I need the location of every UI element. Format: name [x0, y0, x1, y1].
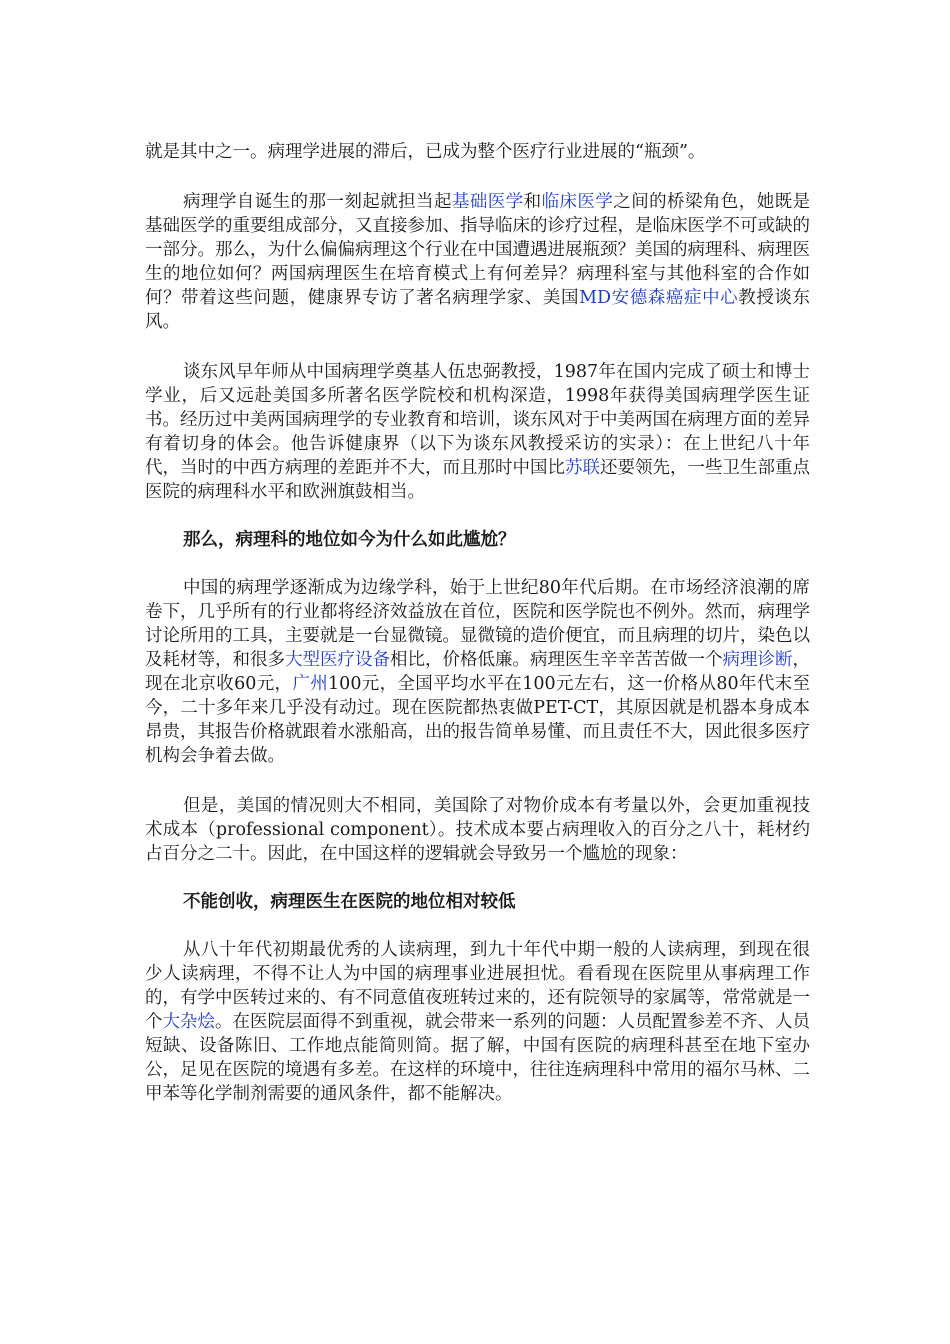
text-span: 。在医院层面得不到重视，就会带来一系列的问题：人员配置参差不齐、人员短缺、设备陈旧、工作地点能简则简。据了解，中国有医院的病理科甚至在地下室办公，足见在医院的境遇有多差。在这样的环境中，往往连病理科中常用的福尔马林、二甲苯等化学制剂需要的通风条件，都不能解决。: [145, 1012, 810, 1104]
paragraph-us-situation: 但是，美国的情况则大不相同，美国除了对物价成本有考量以外，会更加重视技术成本（professional component）。技术成本要占病理收入的百分之八十，耗材约占百分之二十。因此，在中国这样的逻辑就会导致另一个尴尬的现象：: [145, 796, 810, 864]
text-span: 之间的桥梁角色，她既是基础医学的重要组成部分，又直接参加、指导临床的诊疗过程，是临床医学不可或缺的一部分。那么，为什么偏偏病理这个行业在中国遭遇进展瓶颈？美国的病理科、病理医生的地位如何？两国病理医生在培育模式上有何差异？病理科室与其他科室的合作如何？带着这些问题，健康界专访了著名病理学家、美国: [145, 192, 811, 308]
text-span: 100元，全国平均水平在100元左右，这一价格从80年代末至今，二十多年来几乎没有动过。现在医院都热衷做PET-CT，其原因就是机器本身成本昂贵，其报告价格就跟着水涨船高，出的报告简单易懂、而且责任不大，因此很多医疗机构会争着去做。: [145, 674, 810, 766]
link-pathology-diagnosis[interactable]: 病理诊断: [722, 650, 793, 670]
link-clinical-medicine[interactable]: 临床医学: [541, 192, 614, 212]
text-span: 中国的病理学逐渐成为边缘学科，始于上世纪80年代后期。在市场经济浪潮的席卷下，几乎所有的行业都将经济效益放在首位，医院和医学院也不例外。然而，病理学讨论所用的工具，主要就是一台显微镜。显微镜的造价便宜，而且病理的切片，染色以及耗材等，和很多: [145, 578, 810, 670]
paragraph-bridge-role: [145, 190, 810, 334]
paragraph-tan-dongfeng: [145, 360, 810, 504]
text-span: 从八十年代初期最优秀的人读病理，到九十年代中期一般的人读病理，到现在很少人读病理，不得不让人为中国的病理事业进展担忧。看看现在医院里从事病理工作的，有学中医转过来的、有不同意值夜班转过来的，还有院领导的家属等，常常就是一个: [145, 940, 810, 1032]
text-span: 教授谈东风。: [145, 288, 811, 332]
text-span: 谈东风早年师从中国病理学奠基人伍忠弼教授，1987年在国内完成了硕士和博士学业，后又远赴美国多所著名医学院校和机构深造，1998年获得美国病理学医生证书。经历过中美两国病理学的专业教育和培训，谈东风对于中美两国在病理方面的差异有着切身的体会。他告诉健康界（以下为谈东风教授采访的实录）：在上世纪八十年代，当时的中西方病理的差距并不大，而且那时中国比: [145, 362, 810, 478]
text-span: 病理学自诞生的那一刻起就担当起: [183, 192, 452, 212]
section-heading-status: 那么，病理科的地位如今为什么如此尴尬？: [183, 530, 516, 550]
text-span: 还要领先，一些卫生部重点医院的病理科水平和欧洲旗鼓相当。: [145, 458, 810, 502]
link-soviet-union[interactable]: 苏联: [565, 458, 600, 478]
paragraph-intro: 就是其中之一。病理学进展的滞后，已成为整个医疗行业进展的“瓶颈”。: [145, 142, 706, 162]
text-span: 和: [523, 192, 542, 212]
link-hodgepodge[interactable]: 大杂烩: [162, 1012, 215, 1032]
text-span: 相比，价格低廉。病理医生辛辛苦苦做一个: [390, 650, 723, 670]
link-large-medical-equipment[interactable]: 大型医疗设备: [285, 650, 390, 670]
link-guangzhou[interactable]: 广州: [292, 674, 329, 694]
paragraph-hospital-status: [145, 938, 810, 1106]
section-heading-revenue: 不能创收，病理医生在医院的地位相对较低: [183, 892, 516, 912]
link-basic-medicine[interactable]: 基础医学: [451, 192, 524, 212]
text-span: ，现在北京收60元，: [145, 650, 810, 694]
link-md-anderson[interactable]: MD安德森癌症中心: [579, 288, 739, 308]
document-page: [145, 140, 810, 1106]
paragraph-marginal-discipline: [145, 576, 810, 768]
